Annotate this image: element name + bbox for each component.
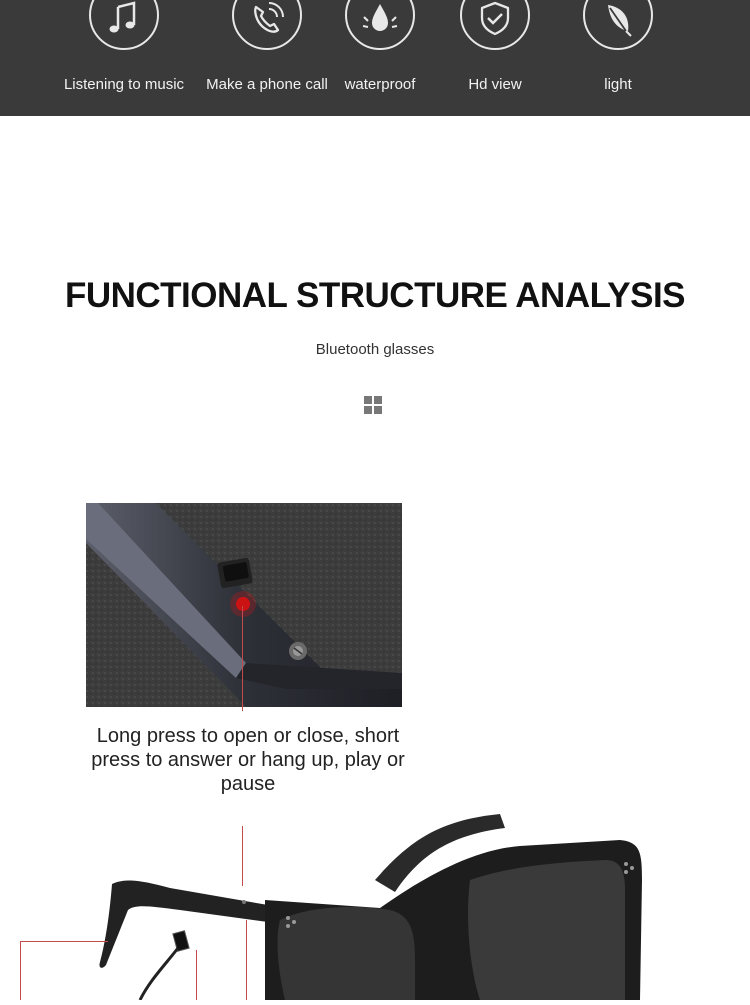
callout-line	[242, 606, 243, 711]
button-closeup-photo	[86, 503, 402, 707]
feature-label: Make a phone call	[206, 76, 328, 93]
music-note-icon	[89, 0, 159, 50]
shield-check-icon	[460, 0, 530, 50]
glasses-image	[0, 800, 750, 1000]
feather-icon	[583, 0, 653, 50]
callout-line	[196, 950, 197, 1000]
callout-line	[20, 941, 108, 942]
button-caption: Long press to open or close, short press to answer or hang up, play or pause	[91, 725, 405, 795]
feature-label: Hd view	[468, 76, 522, 93]
feature-music	[49, 0, 199, 116]
feature-label: waterproof	[344, 76, 416, 93]
water-drop-icon	[345, 0, 415, 50]
phone-call-icon	[232, 0, 302, 50]
section-subtitle: Bluetooth glasses	[315, 341, 435, 358]
callout-line	[246, 920, 247, 1000]
feature-bar	[0, 0, 750, 116]
feature-label: light	[604, 76, 632, 93]
feature-label: Listening to music	[63, 76, 185, 93]
section-title: FUNCTIONAL STRUCTURE ANALYSIS	[64, 276, 686, 315]
callout-line	[20, 941, 21, 1000]
feature-light	[543, 0, 693, 116]
grid-icon	[364, 396, 383, 415]
